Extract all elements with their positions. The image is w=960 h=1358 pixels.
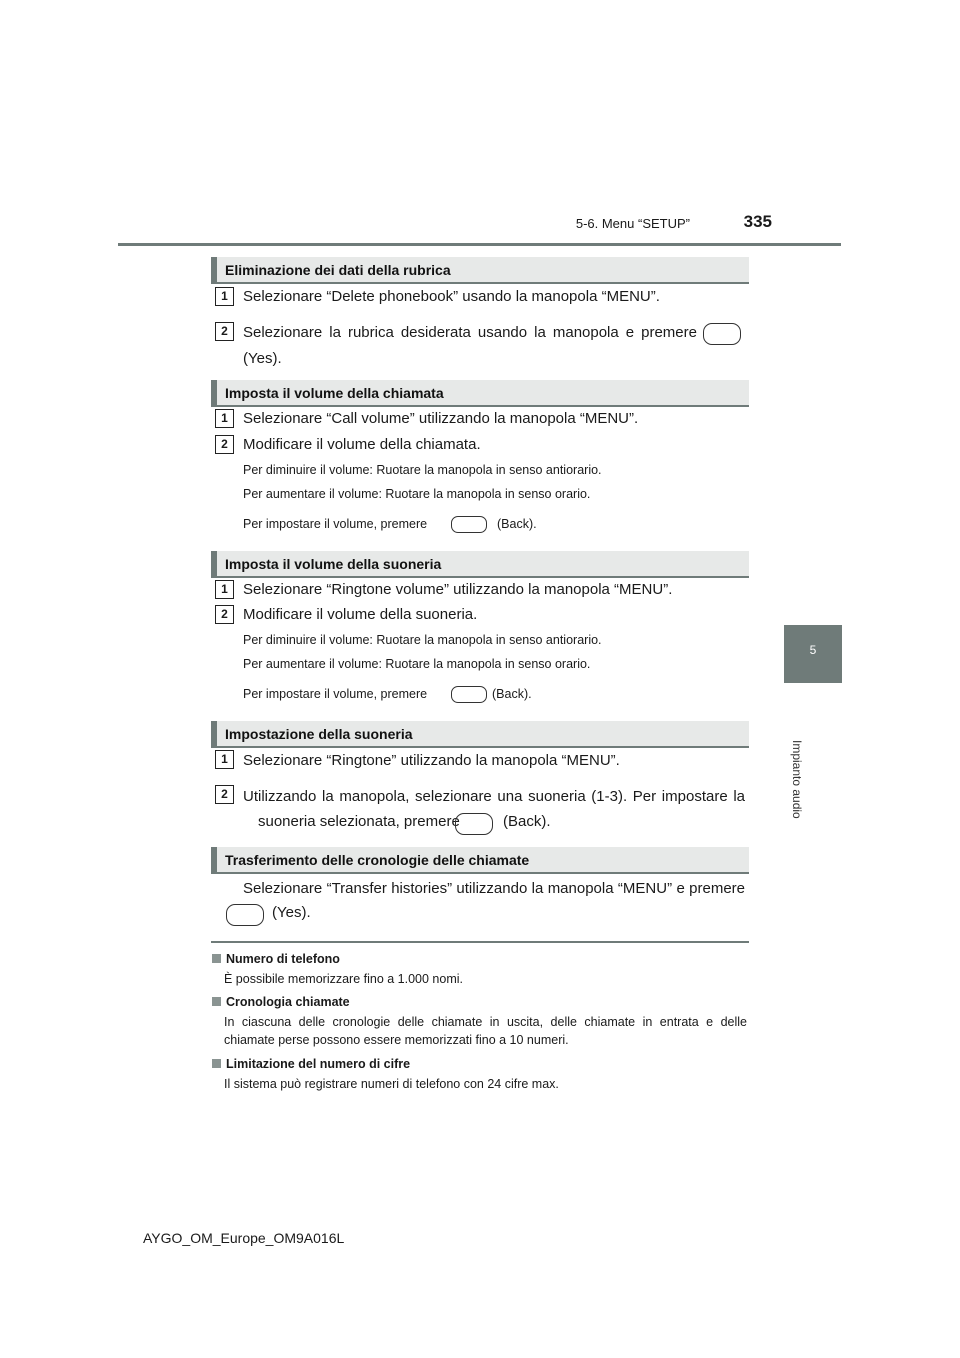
note-text: Per aumentare il volume: Ruotare la manopola in senso orario. — [243, 657, 591, 671]
note-block-call-history — [212, 995, 747, 1049]
section-heading: Imposta il volume della chiamata — [225, 385, 444, 401]
step-text: Utilizzando la manopola, selezionare una suoneria (1-3). Per impostare la — [243, 788, 745, 805]
step-badge-2: 2 — [215, 435, 234, 454]
step-text: Selezionare “Ringtone volume” utilizzando la manopola “MENU”. — [243, 581, 673, 598]
chapter-number: 5 — [809, 643, 817, 657]
section-header-transfer-histories — [211, 847, 749, 874]
page-number: 335 — [743, 212, 772, 231]
document-code: AYGO_OM_Europe_OM9A016L — [143, 1230, 345, 1246]
step-text: Selezionare “Ringtone” utilizzando la manopola “MENU”. — [243, 752, 620, 769]
body-text-cont: (Yes). — [272, 904, 311, 921]
yes-button-icon — [226, 904, 264, 926]
note-body: È possibile memorizzare fino a 1.000 nomi. — [224, 972, 464, 986]
square-bullet-icon — [212, 1059, 221, 1068]
note-body: In ciascuna delle cronologie delle chiamate in uscita, delle chiamate in entrata e delle chiamate perse possono essere memorizzati fino a 10 numeri. — [224, 1015, 747, 1047]
note-block-digit-limit — [212, 1057, 747, 1093]
section-heading: Impostazione della suoneria — [225, 726, 413, 742]
note-text: (Back). — [497, 517, 537, 531]
section-marker — [211, 257, 217, 284]
note-block-phone-number — [212, 952, 747, 988]
section-heading: Imposta il volume della suoneria — [225, 556, 442, 572]
step-text: Selezionare “Call volume” utilizzando la manopola “MENU”. — [243, 410, 639, 427]
section-marker — [211, 551, 217, 578]
step-badge-1: 1 — [215, 409, 234, 428]
step-text: Modificare il volume della chiamata. — [243, 436, 481, 453]
note-title-text: Numero di telefono — [226, 952, 340, 966]
step-text: Selezionare la rubrica desiderata usando la manopola e premere — [243, 324, 697, 341]
note-text: Per aumentare il volume: Ruotare la manopola in senso orario. — [243, 487, 591, 501]
section-header-ringtone — [211, 721, 749, 748]
yes-button-icon — [703, 323, 741, 345]
section-heading: Trasferimento delle cronologie delle chiamate — [225, 852, 530, 868]
step-badge-2: 2 — [215, 322, 234, 341]
section-heading: Eliminazione dei dati della rubrica — [225, 262, 451, 278]
note-text: Per impostare il volume, premere — [243, 517, 428, 531]
step-text-cont: (Yes). — [243, 350, 282, 367]
note-title-text: Cronologia chiamate — [226, 995, 350, 1009]
note-text: (Back). — [492, 687, 532, 701]
chapter-label — [782, 740, 806, 880]
note-title — [212, 952, 747, 966]
section-header-delete-phonebook — [211, 257, 749, 284]
step-text-cont: (Back). — [503, 813, 551, 830]
step-badge-1: 1 — [215, 287, 234, 306]
back-button-icon — [451, 516, 487, 533]
note-title — [212, 995, 747, 1009]
step-badge-2: 2 — [215, 605, 234, 624]
note-text: Per diminuire il volume: Ruotare la manopola in senso antiorario. — [243, 463, 602, 477]
step-badge-2: 2 — [215, 785, 234, 804]
step-text: Modificare il volume della suoneria. — [243, 606, 478, 623]
step-badge-1: 1 — [215, 580, 234, 599]
section-marker — [211, 847, 217, 874]
back-button-icon — [455, 813, 493, 835]
step-badge-1: 1 — [215, 750, 234, 769]
section-title: 5-6. Menu “SETUP” — [575, 216, 690, 231]
body-text: Selezionare “Transfer histories” utilizzando la manopola “MENU” e premere — [243, 880, 745, 897]
square-bullet-icon — [212, 997, 221, 1006]
note-body: Il sistema può registrare numeri di telefono con 24 cifre max. — [224, 1077, 559, 1091]
section-marker — [211, 380, 217, 407]
header-divider — [118, 243, 841, 246]
step-text-cont: suoneria selezionata, premere — [258, 813, 460, 830]
step-text: Selezionare “Delete phonebook” usando la manopola “MENU”. — [243, 288, 660, 305]
section-marker — [211, 721, 217, 748]
note-text: Per impostare il volume, premere — [243, 687, 428, 701]
square-bullet-icon — [212, 954, 221, 963]
chapter-label-text: Impianto audio — [790, 740, 804, 819]
back-button-icon — [451, 686, 487, 703]
note-title — [212, 1057, 747, 1071]
section-header-call-volume — [211, 380, 749, 407]
note-title-text: Limitazione del numero di cifre — [226, 1057, 411, 1071]
section-header-ringtone-volume — [211, 551, 749, 578]
notes-divider — [211, 941, 749, 943]
note-text: Per diminuire il volume: Ruotare la manopola in senso antiorario. — [243, 633, 602, 647]
